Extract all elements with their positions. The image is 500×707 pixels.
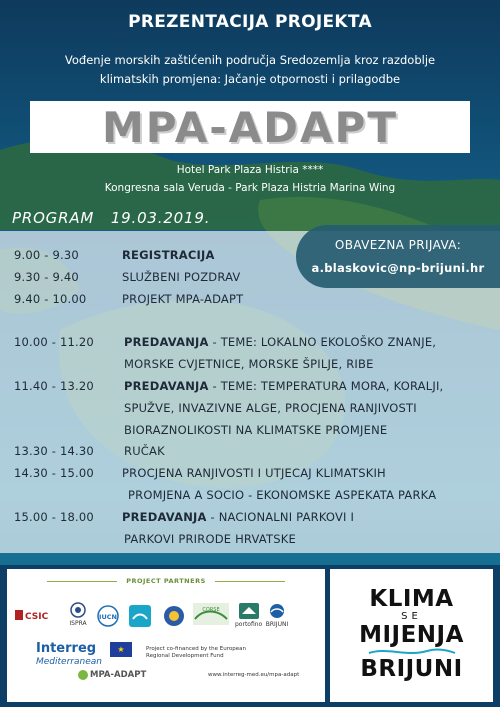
ispra-logo-text: ISPRA bbox=[69, 620, 87, 627]
schedule-item bbox=[122, 510, 354, 524]
schedule-item-bold: PREDAVANJA bbox=[122, 510, 207, 524]
schedule-item-text: - TEME: LOKALNO EKOLOŠKO ZNANJE, bbox=[208, 335, 437, 349]
csic-logo-text: CSIC bbox=[25, 612, 49, 622]
klima-brijuni-word: BRIJUNI bbox=[360, 656, 463, 682]
schedule-item-continued: BIORAZNOLIKOSTI NA KLIMATSKE PROMJENE bbox=[124, 423, 388, 437]
iucn-logo bbox=[97, 605, 119, 629]
brijuni-logo bbox=[265, 603, 289, 628]
schedule-item bbox=[124, 335, 436, 349]
venue-hall: Kongresna sala Veruda - Park Plaza Histria Marina Wing bbox=[104, 182, 396, 194]
venue-hotel: Hotel Park Plaza Histria **** bbox=[176, 164, 324, 176]
csic-logo bbox=[15, 607, 49, 625]
schedule-item bbox=[122, 248, 215, 262]
schedule-item-continued: PROMJENA A SOCIO - EKONOMSKE ASPEKATA PARKA bbox=[128, 488, 437, 502]
schedule-item bbox=[124, 379, 443, 393]
klima-word: KLIMA bbox=[369, 586, 454, 612]
interreg-logo: Interreg bbox=[36, 641, 97, 656]
cofinancing-note: Project co-financed by the European Regional Development Fund bbox=[146, 646, 246, 659]
schedule-item-bold: REGISTRACIJA bbox=[122, 248, 215, 262]
portofino-logo bbox=[235, 603, 262, 628]
page-title: PREZENTACIJA PROJEKTA bbox=[128, 12, 372, 32]
klima-brijuni-logo bbox=[330, 569, 493, 702]
klima-se-word: SE bbox=[401, 611, 422, 622]
registration-email-link[interactable]: a.blaskovic@np-brijuni.hr bbox=[311, 261, 485, 275]
subtitle-line-1: Vođenje morskih zaštićenih područja Sredozemlja kroz razdoblje bbox=[64, 53, 436, 67]
schedule-item: RUČAK bbox=[124, 444, 165, 458]
schedule-item-text: - NACIONALNI PARKOVI I bbox=[206, 510, 355, 524]
venue-info bbox=[0, 161, 500, 197]
schedule-time: 11.40 - 13.20 bbox=[14, 379, 94, 393]
schedule-item-continued: SPUŽVE, INVAZIVNE ALGE, PROCJENA RANJIVOSTI bbox=[124, 401, 417, 415]
registration-label: OBAVEZNA PRIJAVA: bbox=[334, 238, 462, 252]
schedule-item-continued: MORSKE CVJETNICE, MORSKE ŠPILJE, RIBE bbox=[124, 357, 374, 371]
partners-title: PROJECT PARTNERS bbox=[126, 577, 206, 585]
eu-flag-icon: ★ bbox=[110, 642, 132, 657]
project-website-link[interactable]: www.interreg-med.eu/mpa-adapt bbox=[208, 672, 300, 678]
schedule-time: 9.00 - 9.30 bbox=[14, 248, 79, 262]
mpa-adapt-logo-text: MPA-ADAPT bbox=[90, 670, 147, 680]
corse-logo bbox=[193, 603, 229, 627]
schedule-time: 10.00 - 11.20 bbox=[14, 335, 94, 349]
project-subtitle bbox=[20, 51, 480, 89]
project-banner bbox=[30, 101, 470, 153]
program-heading: PROGRAM 19.03.2019. bbox=[12, 209, 211, 227]
klima-mijenja-word: MIJENJA bbox=[359, 622, 464, 648]
schedule-item: PROCJENA RANJIVOSTI I UTJECAJ KLIMATSKIH bbox=[122, 466, 386, 480]
schedule-item-text: - TEME: TEMPERATURA MORA, KORALJI, bbox=[208, 379, 444, 393]
schedule-time: 9.30 - 9.40 bbox=[14, 270, 79, 284]
registration-box bbox=[296, 225, 500, 288]
schedule-item-continued: PARKOVI PRIRODE HRVATSKE bbox=[124, 532, 296, 546]
partners-panel bbox=[7, 569, 325, 702]
ispra-logo bbox=[65, 602, 91, 627]
portofino-logo-text: portofino bbox=[235, 621, 263, 628]
project-name: MPA-ADAPT bbox=[102, 102, 398, 152]
schedule-item-bold: PREDAVANJA bbox=[124, 379, 209, 393]
schedule-item: PROJEKT MPA-ADAPT bbox=[122, 292, 244, 306]
iucn-logo-text: IUCN bbox=[99, 613, 117, 621]
schedule-item-bold: PREDAVANJA bbox=[124, 335, 209, 349]
brijuni-logo-text: BRIJUNI bbox=[265, 621, 289, 628]
mpa-adapt-logo-icon bbox=[78, 670, 88, 680]
schedule-time: 15.00 - 18.00 bbox=[14, 510, 94, 524]
schedule-time: 13.30 - 14.30 bbox=[14, 444, 94, 458]
subtitle-line-2: klimatskih promjena: Jačanje otpornosti i prilagodbe bbox=[99, 72, 401, 86]
corse-logo-text: CORSE bbox=[202, 607, 220, 613]
schedule-time: 14.30 - 15.00 bbox=[14, 466, 94, 480]
interreg-subtitle: Mediterranean bbox=[36, 657, 102, 667]
schedule-item: SLUŽBENI POZDRAV bbox=[122, 270, 241, 284]
partner-circle-logo bbox=[163, 605, 185, 629]
partner-square-logo bbox=[129, 605, 151, 629]
schedule-time: 9.40 - 10.00 bbox=[14, 292, 87, 306]
